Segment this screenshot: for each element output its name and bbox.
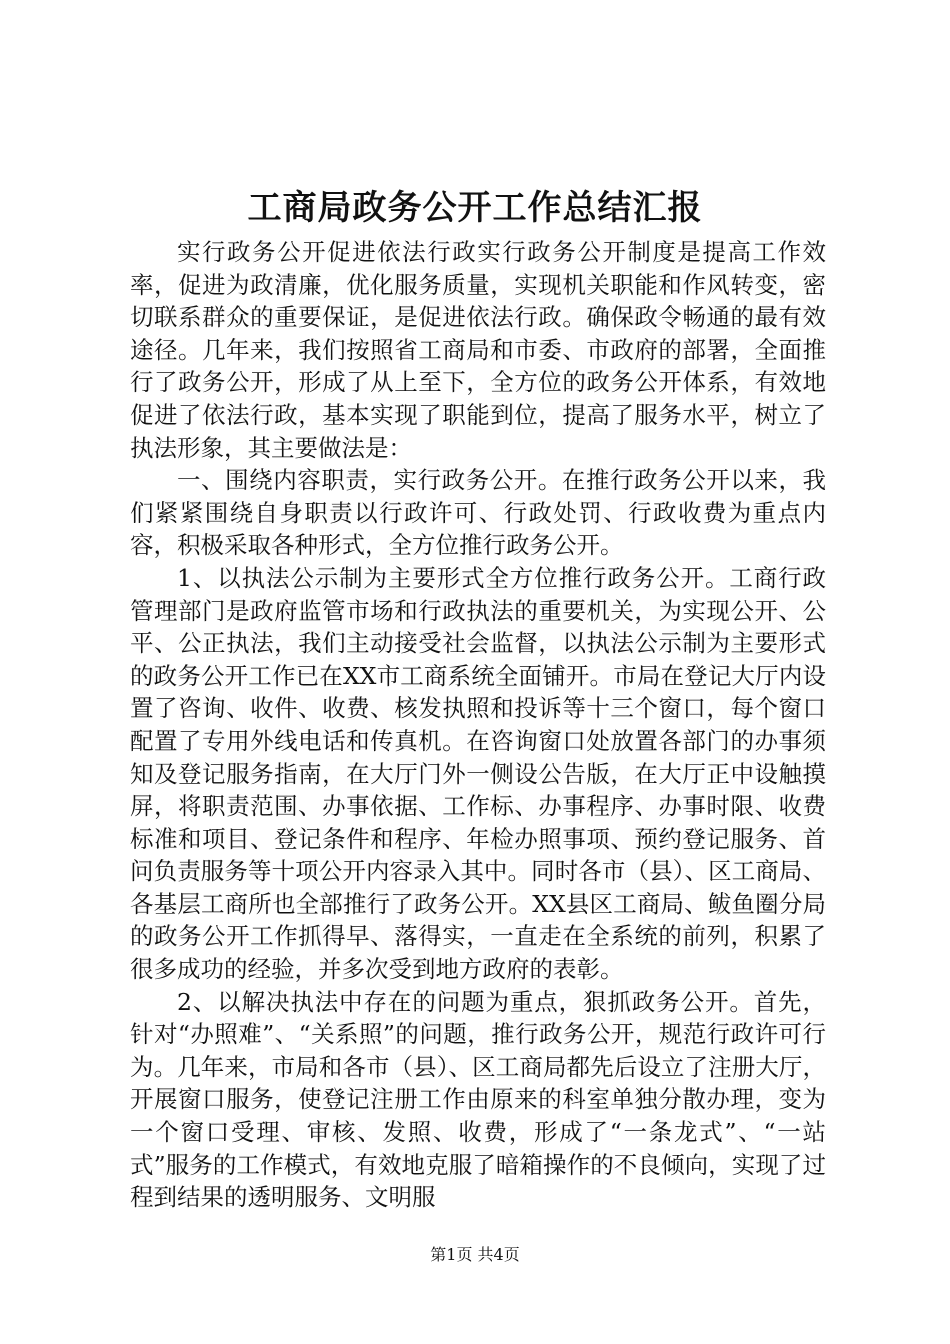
paragraph-item-2: 2、以解决执法中存在的问题为重点，狠抓政务公开。首先，针对“办照难”、“关系照”的问题，推行政务公开，规范行政许可行为。几年来，市局和各市（县）、区工商局都先后设立了注册大厅，开展窗口服务，使登记注册工作由原来的科室单独分散办理，变为一个窗口受理、审核、发照、收费，形成了“一条龙式”、“一站式”服务的工作模式，有效地克服了暗箱操作的不良倾向，实现了过程到结果的透明服务、文明服 (130, 987, 826, 1212)
page-number-footer: 第1页 共4页 (430, 1245, 520, 1264)
paragraph-item-1: 1、以执法公示制为主要形式全方位推行政务公开。工商行政管理部门是政府监管市场和行政执法的重要机关，为实现公开、公平、公正执法，我们主动接受社会监督，以执法公示制为主要形式的政务公开工作已在XX市工商系统全面铺开。市局在登记大厅内设置了咨询、收件、收费、核发执照和投诉等十三个窗口，每个窗口配置了专用外线电话和传真机。在咨询窗口处放置各部门的办事须知及登记服务指南，在大厅门外一侧设公告版，在大厅正中设触摸屏，将职责范围、办事依据、工作标、办事程序、办事时限、收费标准和项目、登记条件和程序、年检办照事项、预约登记服务、首问负责服务等十项公开内容录入其中。同时各市（县）、区工商局、各基层工商所也全部推行了政务公开。XX县区工商局、鲅鱼圈分局的政务公开工作抓得早、落得实，一直走在全系统的前列，积累了很多成功的经验，并多次受到地方政府的表彰。 (130, 563, 826, 984)
paragraph-intro: 实行政务公开促进依法行政实行政务公开制度是提高工作效率，促进为政清廉，优化服务质量，实现机关职能和作风转变，密切联系群众的重要保证，是促进依法行政。确保政令畅通的最有效途径。几年来，我们按照省工商局和市委、市政府的部署，全面推行了政务公开，形成了从上至下，全方位的政务公开体系，有效地促进了依法行政，基本实现了职能到位，提高了服务水平，树立了执法形象，其主要做法是： (130, 238, 826, 462)
document-body (130, 236, 826, 1214)
document-title: 工商局政务公开工作总结汇报 (247, 188, 703, 228)
paragraph-section-1: 一、围绕内容职责，实行政务公开。在推行政务公开以来，我们紧紧围绕自身职责以行政许可、行政处罚、行政收费为重点内容，积极采取各种形式，全方位推行政务公开。 (130, 466, 826, 560)
